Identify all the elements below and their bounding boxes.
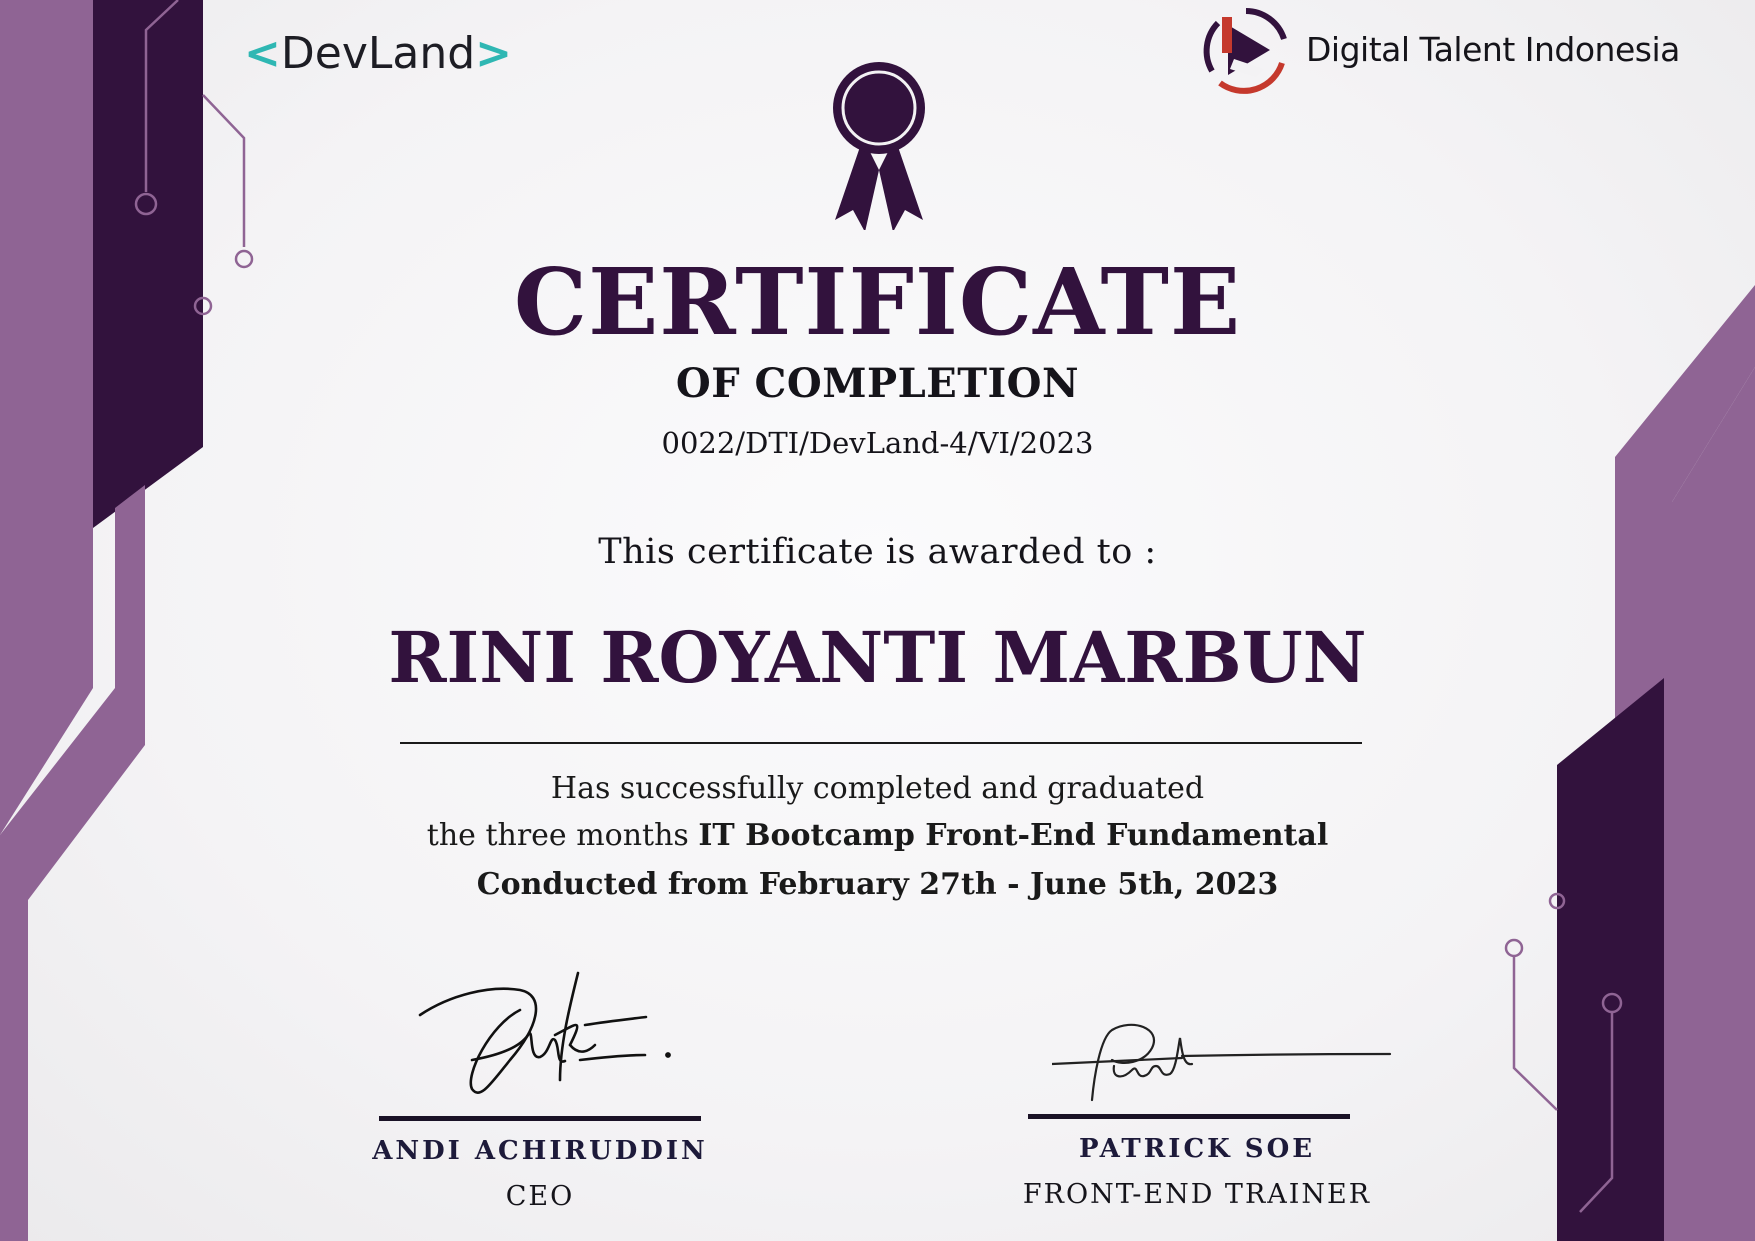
dti-logo-icon bbox=[1198, 5, 1294, 95]
signature-andi-achiruddin bbox=[410, 965, 680, 1105]
name-underline bbox=[400, 742, 1362, 744]
certificate-subtitle: OF COMPLETION bbox=[675, 360, 1080, 407]
program-text bbox=[0, 818, 1755, 853]
devland-logo bbox=[244, 28, 512, 79]
devland-logo-text: DevLand bbox=[280, 28, 476, 79]
signatory-2-name: PATRICK SOE bbox=[1078, 1134, 1316, 1164]
completion-text: Has successfully completed and graduated bbox=[550, 771, 1205, 806]
left-light-panel bbox=[0, 0, 93, 835]
signatory-1-role: CEO bbox=[505, 1181, 575, 1212]
signature-patrick-soe bbox=[1052, 1008, 1392, 1108]
conducted-dates: Conducted from February 27th - June 5th, 2023 bbox=[476, 867, 1279, 902]
signatory-2-role: FRONT-END TRAINER bbox=[1022, 1179, 1372, 1210]
logo-bracket-left: < bbox=[244, 28, 281, 79]
program-name: IT Bootcamp Front-End Fundamental bbox=[698, 818, 1329, 853]
signature-line-2 bbox=[1028, 1114, 1350, 1119]
recipient-name: RINI ROYANTI MARBUN bbox=[388, 616, 1367, 699]
dti-logo-text: Digital Talent Indonesia bbox=[1306, 30, 1680, 69]
program-prefix: the three months bbox=[426, 818, 699, 853]
signature-line-1 bbox=[379, 1116, 701, 1121]
right-dark-panel bbox=[1557, 678, 1664, 1241]
certificate-number: 0022/DTI/DevLand-4/VI/2023 bbox=[661, 426, 1094, 460]
award-ribbon-icon bbox=[829, 60, 929, 230]
logo-bracket-right: > bbox=[475, 28, 513, 79]
signatory-1-name: ANDI ACHIRUDDIN bbox=[372, 1136, 708, 1166]
awarded-to-label: This certificate is awarded to : bbox=[598, 532, 1157, 572]
certificate-title: CERTIFICATE bbox=[513, 248, 1242, 356]
